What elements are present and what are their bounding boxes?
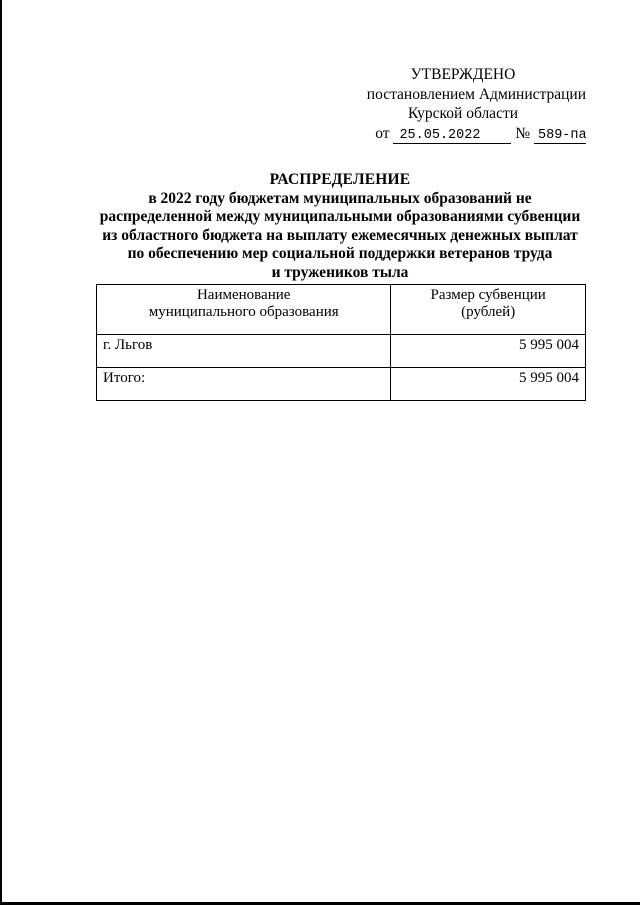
table-row-total xyxy=(97,368,586,401)
title-heading: РАСПРЕДЕЛЕНИЕ xyxy=(269,171,411,188)
total-amount: 5 995 004 xyxy=(391,368,586,401)
table-row xyxy=(97,335,586,368)
document-title xyxy=(90,171,590,283)
date-prefix: от xyxy=(375,124,390,142)
page-edge-left xyxy=(0,0,2,905)
header-amount xyxy=(391,285,586,335)
title-line: по обеспечению мер социальной поддержки ветеранов труда xyxy=(127,245,553,263)
approval-line-1: постановлением Администрации xyxy=(366,85,586,103)
approval-stamp xyxy=(340,65,586,144)
header-municipality-line-1: Наименование xyxy=(196,287,291,303)
row-amount: 5 995 004 xyxy=(391,335,586,368)
approval-date: 25.05.2022 xyxy=(393,128,511,144)
distribution-table xyxy=(96,284,586,401)
approval-title: УТВЕРЖДЕНО xyxy=(410,66,516,83)
title-line: и тружеников тыла xyxy=(271,263,409,281)
title-line: из областного бюджета на выплату ежемесячных денежных выплат xyxy=(102,226,578,244)
title-line: распределенной между муниципальными образованиями субвенции xyxy=(99,208,581,226)
table-header-row xyxy=(97,285,586,335)
approval-date-row xyxy=(340,124,586,144)
approval-line-2: Курской области xyxy=(407,105,519,122)
header-municipality xyxy=(97,285,391,335)
title-line: в 2022 году бюджетам муниципальных образований не xyxy=(148,189,532,207)
row-municipality: г. Льгов xyxy=(97,335,391,368)
header-municipality-line-2: муниципального образования xyxy=(148,304,339,320)
approval-number: 589-па xyxy=(534,128,586,144)
header-amount-line-1: Размер субвенции xyxy=(430,287,546,303)
header-amount-line-2: (рублей) xyxy=(461,304,516,320)
total-label: Итого: xyxy=(97,368,391,401)
number-prefix: № xyxy=(515,124,531,142)
